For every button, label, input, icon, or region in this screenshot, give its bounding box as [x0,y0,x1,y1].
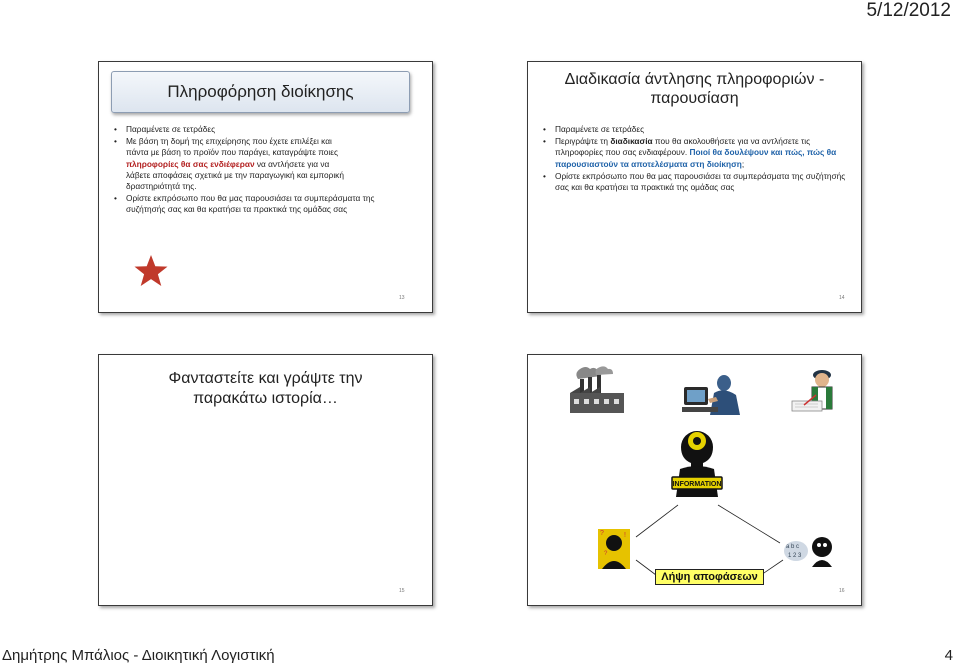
bullet-item: • Ορίστε εκπρόσωπο που θα μας παρουσιάσει τα συμπεράσματα της συζήτησής σας και θα κρατήσει τα πρακτικά της ομάδας σας [542,171,850,193]
svg-text:?: ? [600,530,604,537]
highlight-text: Ποιοί θα δουλέψουν και πώς, πώς θα παρουσιαστούν τα αποτελέσματα στη διοίκηση [555,147,837,169]
flow-arrows [528,355,861,605]
slide-16 [527,354,862,606]
svg-text:a b c: a b c [786,544,800,550]
bullet-item: • Παραμένετε σε τετράδες [113,124,415,135]
slide-13-title: Πληροφόρηση διοίκησης [111,71,410,113]
slide-number: 16 [839,588,845,594]
svg-text:!: ! [624,532,626,539]
highlight-text: πληροφορίες θα σας ενδιέφεραν [126,158,255,169]
slide-14 [527,61,862,313]
slide-number: 13 [399,295,405,301]
slide-13 [98,61,433,313]
bullet-item: • Παραμένετε σε τετράδες [542,124,850,135]
star-icon [133,254,169,288]
date-header: 5/12/2012 [866,0,951,21]
svg-text:1 2 3: 1 2 3 [788,553,802,559]
slide-14-bullets [542,124,850,194]
decision-making-label: Λήψη αποφάσεων [655,569,764,585]
bullet-item: • Ορίστε εκπρόσωπο που θα μας παρουσιάσει τα συμπεράσματα της συζήτησής σας και θα κρατήσει τα πρακτικά της ομάδας σας [113,193,415,215]
svg-text:?: ? [604,551,608,557]
slide-number: 14 [839,295,845,301]
bullet-item: • Περιγράψτε τη διαδικασία που θα ακολουθήσετε για να αντλήσετε τις πληροφορίες που σας ενδιαφέρουν. Ποιοί θα δουλέψουν και πώς, πώς θα παρουσιαστούν τα αποτελέσματα στη διοίκηση; [542,136,850,170]
slide-15-title: Φανταστείτε και γράψτε την παρακάτω ιστορία… [168,370,363,407]
page-number: 4 [944,647,953,664]
slide-14-title: Διαδικασία άντλησης πληροφοριών - παρουσίαση [564,71,825,107]
footer-author: Δημήτρης Μπάλιος - Διοικητική Λογιστική [2,647,275,664]
slide-13-bullets [113,124,415,217]
information-label: INFORMATION [672,481,722,488]
slide-15 [98,354,433,606]
slide-number: 15 [399,588,405,594]
bullet-item: • Με βάση τη δομή της επιχείρησης που έχετε επιλέξει και πάντα με βάση το προϊόν που παράγει, καταγράψτε ποιες πληροφορίες θα σας ενδιέφεραν να αντλήσετε για να λάβετε αποφάσεις σχετικά με την παραγωγική και εμπορική δραστηριότητά της. [113,136,415,192]
